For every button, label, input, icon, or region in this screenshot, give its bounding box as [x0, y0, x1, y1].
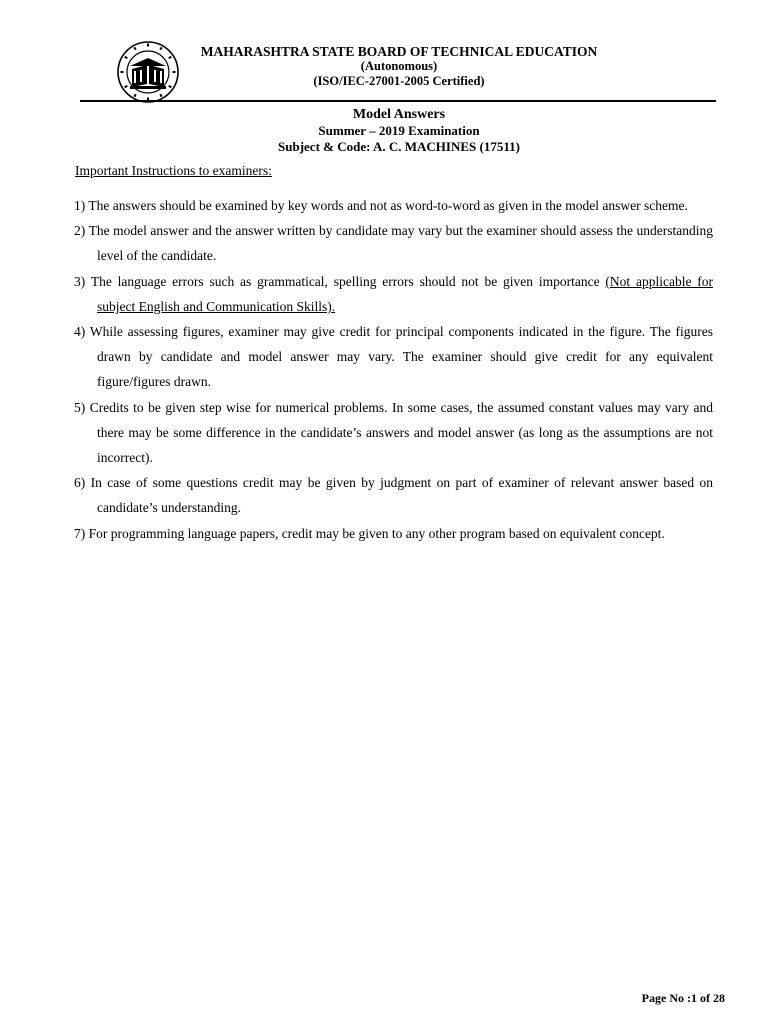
board-name: MAHARASHTRA STATE BOARD OF TECHNICAL EDUCATION	[200, 44, 598, 59]
instruction-item	[74, 470, 713, 520]
exam-session: Summer – 2019 Examination	[318, 123, 480, 138]
header-title-block	[74, 44, 724, 89]
instruction-text: 2) The model answer and the answer written by candidate may vary but the examiner should assess the understanding level of the candidate.	[74, 223, 713, 264]
instruction-item	[74, 319, 713, 395]
instruction-item	[74, 269, 713, 319]
document-title: Model Answers	[352, 107, 446, 122]
page-header	[74, 36, 716, 106]
instruction-item	[74, 395, 713, 471]
subject-code: Subject & Code: A. C. MACHINES (17511)	[278, 139, 520, 154]
instruction-text: 5) Credits to be given step wise for numerical problems. In some cases, the assumed constant values may vary and there may be some difference in the candidate’s answers and model answer (as long as the assumptions are not incorrect).	[74, 399, 713, 466]
board-certification: (ISO/IEC-27001-2005 Certified)	[313, 74, 485, 88]
instruction-text: 1) The answers should be examined by key words and not as word-to-word as given in the model answer scheme.	[74, 198, 688, 213]
instruction-exception-note: (Not applicable for subject English and Communication Skills).	[97, 273, 713, 314]
instruction-text: 6) In case of some questions credit may be given by judgment on part of examiner of relevant answer based on candidate’s understanding.	[74, 475, 713, 516]
instruction-text: 4) While assessing figures, examiner may give credit for principal components indicated in the figure. The figures drawn by candidate and model answer may vary. The examiner should give credit for any equivalent figure/figures drawn.	[74, 324, 713, 390]
instruction-text: 3) The language errors such as grammatical, spelling errors should not be given importance	[74, 273, 606, 289]
instruction-text: 7) For programming language papers, credit may be given to any other program based on equivalent concept.	[74, 525, 665, 541]
document-heading	[74, 106, 724, 155]
page-number: Page No :1 of 28	[641, 991, 725, 1005]
header-divider	[80, 100, 716, 102]
board-status: (Autonomous)	[360, 59, 438, 73]
instructions-list	[74, 193, 713, 546]
instruction-item	[74, 521, 713, 546]
instruction-item	[74, 193, 713, 218]
instruction-item	[74, 218, 713, 268]
instructions-title: Important Instructions to examiners:	[75, 163, 272, 178]
